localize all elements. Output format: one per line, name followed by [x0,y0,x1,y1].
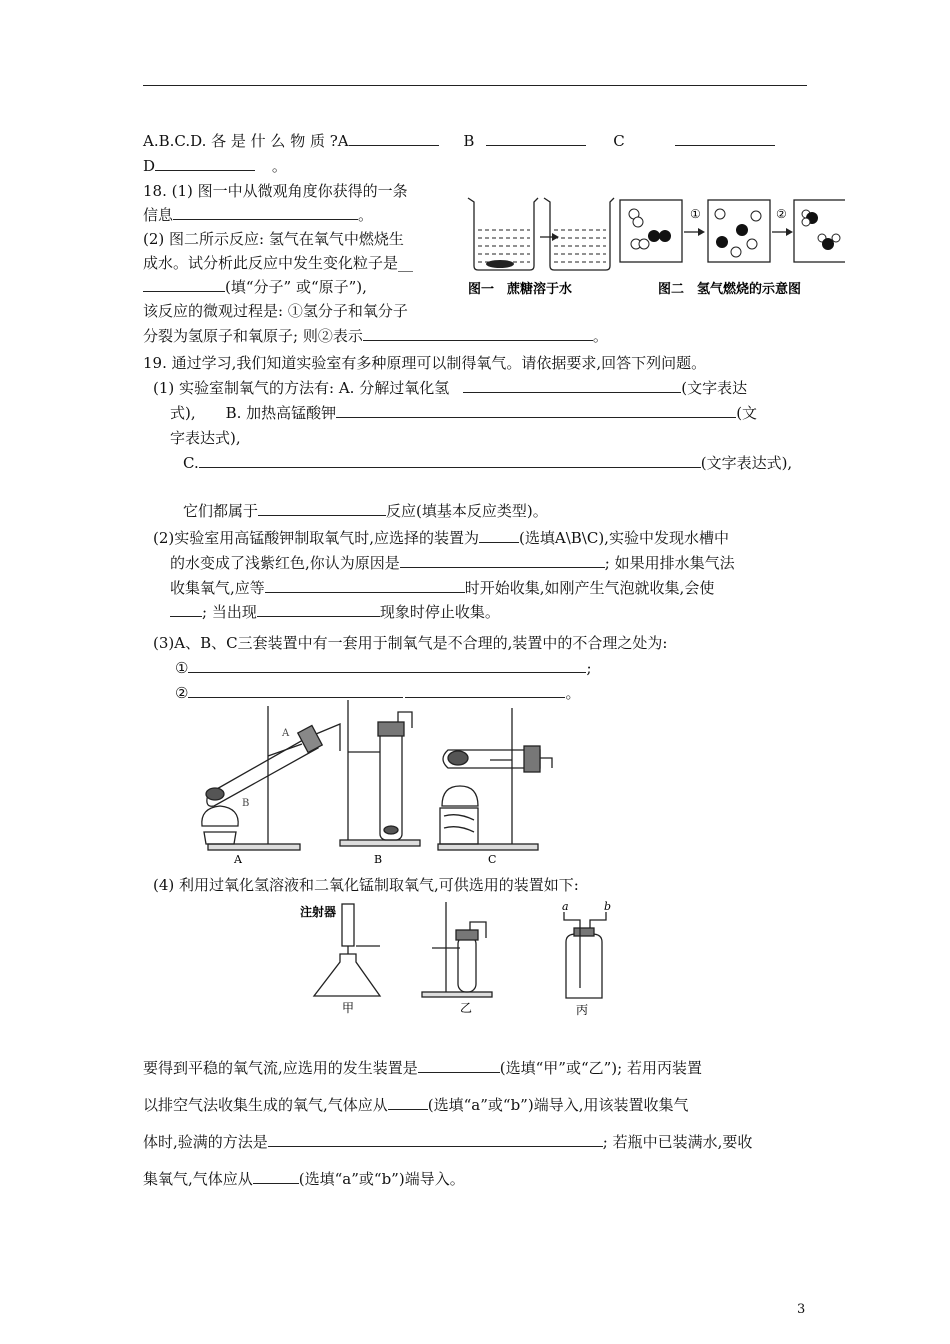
q19-q-line3: 体时,验满的方法是 ; 若瓶中已装满水,要收 [143,1133,753,1151]
apparatus-jyb [300,898,620,1020]
q19-p2-line1: (2)实验室用高锰酸钾制取氧气时,应选择的装置为 (选填A\B\C),实验中发现水槽中 [153,529,729,547]
q19-q-line2: 以排空气法收集生成的氧气,气体应从 (选填“a”或“b”)端导入,用该装置收集气 [143,1096,689,1114]
q18-line5: (填“分子” 或“原子”), [143,276,367,297]
label-a-part: A [282,728,290,739]
q19-p1-c: C. (文字表达式), [183,454,793,472]
label-bing: 丙 [576,1003,589,1017]
q19-q-line4: 集氧气,气体应从 (选填“a”或“b”)端导入。 [143,1170,465,1188]
q19-p2-line4: ; 当出现 现象时停止收集。 [170,601,500,622]
label-c: C [488,853,497,866]
q19-p1-d: 它们都属于 反应(填基本反应类型)。 [183,502,548,520]
label-jia: 甲 [342,1001,355,1015]
q19-p2-line2: 的水变成了浅紫红色,你认为原因是 ; 如果用排水集气法 [170,554,735,572]
q18-line4: 成水。试分析此反应中发生变化粒子是__ [143,254,414,272]
q18-line6: 该反应的微观过程是: ①氢分子和氧分子 [143,302,408,320]
q18-line7: 分裂为氢原子和氧原子; 则②表示 。 [143,327,608,345]
apparatus-bing [564,912,606,998]
apparatus-yi [422,902,492,997]
label-b-part: B [242,798,250,809]
step1-label: ① [690,207,701,221]
q19-intro: 19. 通过学习,我们知道实验室有多种原理可以制得氧气。请依据要求,回答下列问题。 [143,354,707,372]
q18-line3: (2) 图二所示反应: 氢气在氧气中燃烧生 [143,230,404,248]
sugar-pile [486,260,514,268]
q17-line2: D 。 [143,157,287,175]
q19-p3-1: ① ; [175,659,592,677]
q18-figures [460,192,845,302]
molecule-box-1 [620,200,682,262]
apparatus-b [340,700,420,846]
fig1-caption: 图一 蔗糖溶于水 [468,282,573,297]
syringe-text: 注射器 [300,905,337,919]
beaker-left [468,198,538,270]
molecule-box-3 [794,200,845,262]
label-yi: 乙 [460,1001,473,1015]
q19-p1-b2: 字表达式), [170,429,241,447]
molecule-box-2 [708,200,770,262]
q19-p3-2: ② 。 [175,684,581,702]
step2-label: ② [776,207,787,221]
label-a: A [234,853,242,866]
q19-q-line1: 要得到平稳的氧气流,应选用的发生装置是 (选填“甲”或“乙”); 若用丙装置 [143,1059,702,1077]
header-rule [143,85,807,86]
q19-p3: (3)A、B、C三套装置中有一套用于制氧气是不合理的,装置中的不合理之处为: [153,634,668,652]
q18-line2: 信息 。 [143,206,374,224]
port-a-label: a [562,900,569,913]
beaker-right [544,198,614,270]
q18-line1: 18. (1) 图一中从微观角度你获得的一条 [143,182,408,200]
q19-p2-line3: 收集氧气,应等 时开始收集,如刚产生气泡就收集,会使 [170,579,715,597]
fig2-caption: 图二 氢气燃烧的示意图 [658,282,802,297]
apparatus-a [202,706,340,850]
apparatus-abc [190,696,560,868]
q19-p1-b: 式), B. 加热高锰酸钾 (文 [170,404,758,422]
q17-line1: A.B.C.D. 各 是 什 么 物 质 ?A B C [143,130,775,151]
label-b: B [374,853,383,866]
q19-p1-a: (1) 实验室制氧气的方法有: A. 分解过氧化氢 (文字表达 [153,379,748,397]
q19-p4: (4) 利用过氧化氢溶液和二氧化锰制取氧气,可供选用的装置如下: [153,876,579,894]
syringe-label [300,904,336,919]
apparatus-c [438,708,552,850]
page-number: 3 [797,1302,806,1317]
port-b-label: b [604,900,612,913]
